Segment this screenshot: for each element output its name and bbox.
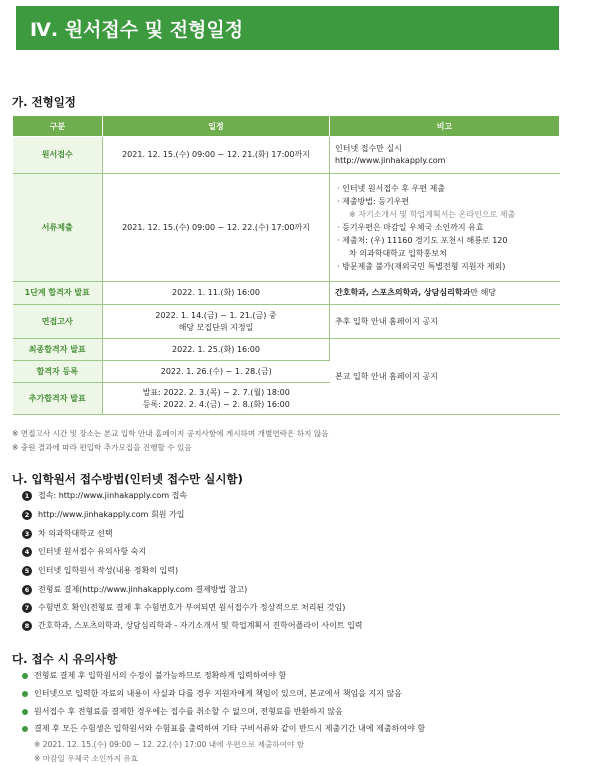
caution-heading: 다. 접수 시 유의사항 <box>12 652 118 666</box>
step-item <box>22 490 187 501</box>
caution-text: 결제 후 모든 수험생은 입학원서와 수험표를 출력하여 기타 구비서류와 같이 반드시 제출기간 내에 제출하여야 함 <box>34 724 426 733</box>
bullet-icon <box>22 673 28 679</box>
footnote: ※ 면접고사 시간 및 장소는 본교 입학 안내 홈페이지 공지사항에 게시하며 개별연락은 하지 않음 <box>12 429 329 438</box>
step-number: 6 <box>22 585 32 595</box>
col-header: 일정 <box>103 116 330 137</box>
bullet-icon <box>22 691 28 697</box>
row-label: 면접고사 <box>13 305 103 339</box>
caution-item <box>22 670 286 681</box>
note-subitem: 차 의과학대학교 입학홍보처 <box>349 249 447 258</box>
step-item <box>22 602 345 613</box>
step-item <box>22 509 184 520</box>
row-label: 추가합격자 발표 <box>13 383 103 415</box>
caution-subnote: ※ 마감일 우체국 소인까지 유효 <box>34 754 139 763</box>
note-bold: 간호학과, 스포츠의학과, 상담심리학과 <box>335 288 471 297</box>
row-label: 1단계 합격자 발표 <box>13 282 103 305</box>
note-subitem: ※ 자기소개서 및 학업계획서는 온라인으로 제출 <box>349 210 516 219</box>
footnote: ※ 충원 결과에 따라 편입학 추가모집을 진행할 수 있음 <box>12 443 192 452</box>
step-number: 2 <box>22 510 32 520</box>
step-text: 인터넷 입학원서 작성(내용 정확히 입력) <box>38 566 179 575</box>
caution-item <box>22 706 343 717</box>
row-date: 2022. 1. 25.(화) 16:00 <box>103 339 330 361</box>
step-text: 접속: http://www.jinhakapply.com 접속 <box>38 491 188 500</box>
col-header: 비고 <box>330 116 560 137</box>
row-date: 2021. 12. 15.(수) 09:00 ~ 12. 22.(수) 17:00까지 <box>103 174 330 282</box>
row-note: 본교 입학 안내 홈페이지 공지 <box>330 339 560 415</box>
step-text: 간호학과, 스포츠의학과, 상담심리학과 - 자기소개서 및 학업계획서 진학어플라이 사이트 입력 <box>38 621 363 630</box>
step-number: 1 <box>22 491 32 501</box>
section-banner: Ⅳ. 원서접수 및 전형일정 <box>16 6 559 50</box>
caution-text: 인터넷으로 입력한 자료의 내용이 사실과 다를 경우 지원자에게 책임이 있으며, 본교에서 책임을 지지 않음 <box>34 689 402 698</box>
row-date: 2022. 1. 11.(화) 16:00 <box>103 282 330 305</box>
row-label: 원서접수 <box>13 137 103 174</box>
date-line: 해당 모집단위 지정일 <box>178 322 254 332</box>
step-item <box>22 528 113 539</box>
schedule-heading: 가. 전형일정 <box>12 95 76 109</box>
row-note <box>330 137 560 174</box>
step-text: 차 의과학대학교 선택 <box>38 529 113 538</box>
note-item: · 등기우편은 마감일 우체국 소인까지 유효 <box>337 223 484 232</box>
step-item <box>22 620 363 631</box>
note-item: · 인터넷 원서접수 후 우편 제출 <box>337 184 445 193</box>
note-line: 인터넷 접수만 실시 <box>335 144 402 153</box>
step-item <box>22 565 178 576</box>
row-label: 합격자 등록 <box>13 361 103 383</box>
row-date <box>103 305 330 339</box>
step-number: 7 <box>22 603 32 613</box>
date-line: 등록: 2022. 2. 4.(금) ~ 2. 8.(화) 16:00 <box>142 399 290 409</box>
table-row <box>13 137 560 174</box>
step-text: http://www.jinhakapply.com 회원 가입 <box>38 510 185 519</box>
table-row <box>13 339 560 361</box>
caution-item <box>22 688 402 699</box>
note-tail: 만 해당 <box>470 288 497 297</box>
step-number: 5 <box>22 566 32 576</box>
table-row <box>13 282 560 305</box>
step-number: 3 <box>22 529 32 539</box>
caution-subnote: ※ 2021. 12. 15.(수) 09:00 ~ 12. 22.(수) 17:00 내에 우편으로 제출하여야 함 <box>34 740 305 749</box>
row-label: 서류제출 <box>13 174 103 282</box>
row-date: 2021. 12. 15.(수) 09:00 ~ 12. 21.(화) 17:00까지 <box>103 137 330 174</box>
row-date <box>103 383 330 415</box>
row-label: 최종합격자 발표 <box>13 339 103 361</box>
note-item: · 제출방법: 등기우편 <box>337 197 410 206</box>
step-text: 수험번호 확인(전형료 결제 후 수험번호가 부여되면 원서접수가 정상적으로 처리된 것임) <box>38 603 346 612</box>
caution-item <box>22 723 425 734</box>
application-heading: 나. 입학원서 접수방법(인터넷 접수만 실시함) <box>12 472 243 486</box>
table-row <box>13 174 560 282</box>
step-text: 전형료 결제(http://www.jinhakapply.com 결제방법 참고) <box>38 585 248 594</box>
table-row <box>13 305 560 339</box>
bullet-icon <box>22 709 28 715</box>
caution-text: 전형료 결제 후 입학원서의 수정이 불가능하므로 정확하게 입력하여야 함 <box>34 671 287 680</box>
note-item: · 방문제출 불가(재외국민 특별전형 지원자 제외) <box>337 262 506 271</box>
row-date: 2022. 1. 26.(수) ~ 1. 28.(금) <box>103 361 330 383</box>
row-note <box>330 282 560 305</box>
table-header-row <box>13 116 560 137</box>
step-number: 8 <box>22 621 32 631</box>
row-note <box>330 174 560 282</box>
row-note: 추후 입학 안내 홈페이지 공지 <box>330 305 560 339</box>
col-header: 구분 <box>13 116 103 137</box>
step-item <box>22 546 146 557</box>
schedule-table <box>12 115 560 415</box>
date-line: 2022. 1. 14.(금) ~ 1. 21.(금) 중 <box>155 310 277 320</box>
note-item: · 제출처: (우) 11160 경기도 포천시 해룡로 120 <box>337 236 508 245</box>
date-line: 발표: 2022. 2. 3.(목) ~ 2. 7.(월) 18:00 <box>142 387 290 397</box>
step-number: 4 <box>22 547 32 557</box>
apply-link[interactable]: http://www.jinhakapply.com <box>335 156 446 165</box>
step-text: 인터넷 원서접수 유의사항 숙지 <box>38 547 147 556</box>
caution-text: 원서접수 후 전형료를 결제한 경우에는 접수를 취소할 수 없으며, 전형료를 반환하지 않음 <box>34 707 343 716</box>
bullet-icon <box>22 726 28 732</box>
document-notes <box>335 182 555 273</box>
step-item <box>22 584 247 595</box>
